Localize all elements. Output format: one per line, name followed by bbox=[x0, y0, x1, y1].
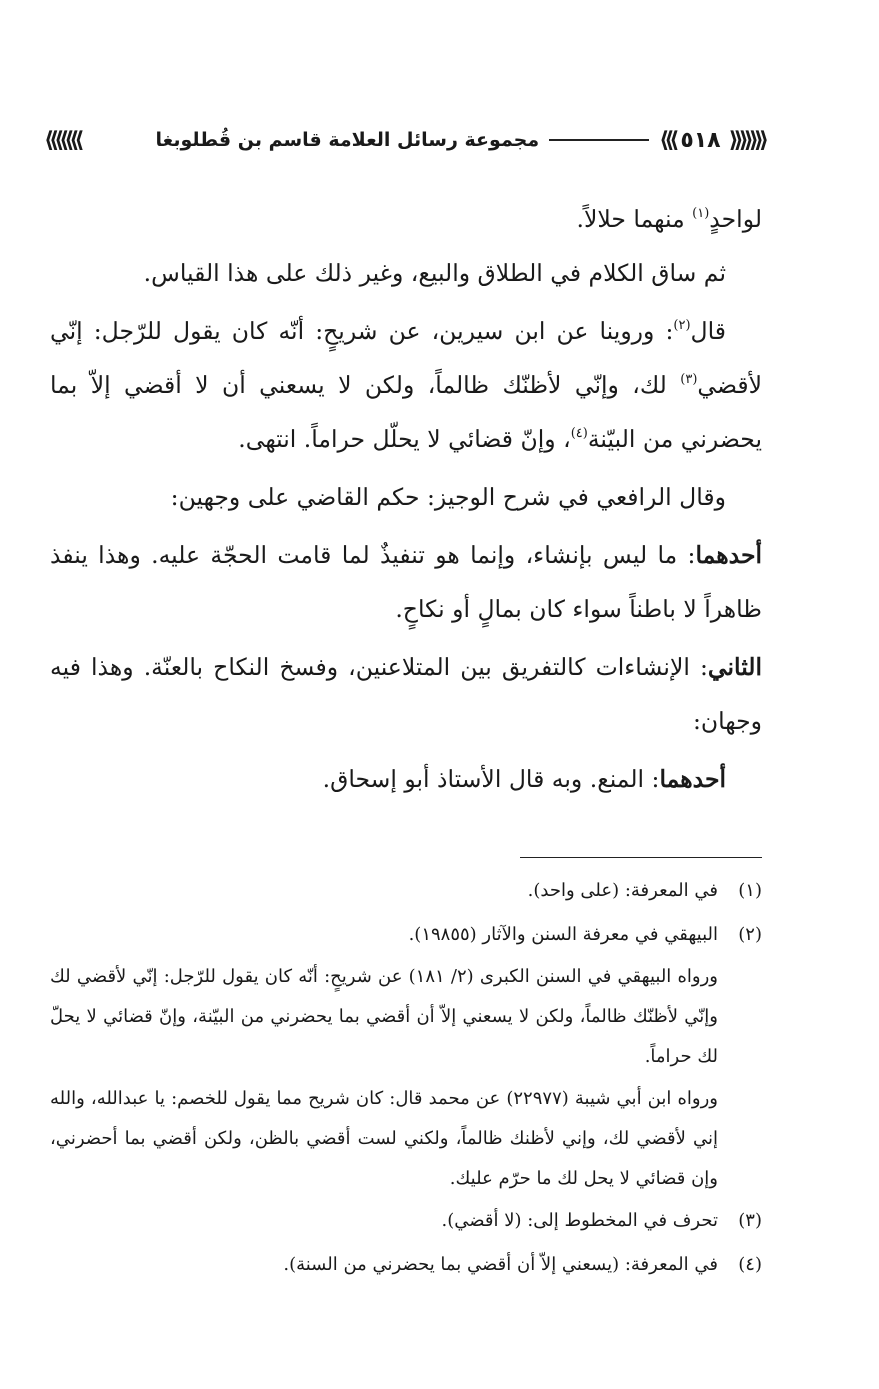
footnote-ref: (٤) bbox=[570, 426, 588, 441]
book-title: مجموعة رسائل العلامة قاسم بن قُطلوبغا bbox=[155, 129, 540, 151]
footnote-separator bbox=[520, 857, 762, 858]
footnote-text: تحرف في المخطوط إلى: (لا أقضي). bbox=[441, 1210, 718, 1231]
ornament-bracket-icon: ⟩⟩⟩ bbox=[659, 127, 675, 153]
footnote-continuation: ورواه ابن أبي شيبة (٢٢٩٧٧) عن محمد قال: كان شريح مما يقول للخصم: يا عبدالله، والله إني لأقضي لك، وإني لأظنك ظالماً، ولكني لست أقضي بالظن، ولكن أقضي بما أحضرني، وإن قضائي لا يحل لك ما حرّم عليك. bbox=[50, 1088, 718, 1189]
paragraph: ثم ساق الكلام في الطلاق والبيع، وغير ذلك على هذا القياس. bbox=[143, 259, 726, 287]
ornament-left-icon: ⟩⟩⟩⟩⟩⟩⟩ bbox=[44, 127, 80, 153]
paragraph: لواحدٍ$^{(١)}$ منهما حلالاً. bbox=[576, 205, 762, 233]
header-rule bbox=[549, 139, 649, 141]
term-label: أحدهما bbox=[695, 541, 762, 569]
footnote-text: البيهقي في معرفة السنن والآثار (١٩٨٥٥). bbox=[408, 924, 718, 945]
page-number: ٥١٨ bbox=[680, 127, 721, 153]
footnotes bbox=[50, 869, 762, 1287]
main-text bbox=[50, 192, 762, 806]
term-label: الثاني bbox=[707, 653, 762, 681]
footnote bbox=[50, 913, 762, 957]
paragraph: وقال الرافعي في شرح الوجيز: حكم القاضي على وجهين: bbox=[170, 483, 726, 511]
paragraph: أحدهما: المنع. وبه قال الأستاذ أبو إسحاق. bbox=[322, 765, 726, 793]
footnote-number: (١) bbox=[738, 880, 762, 901]
footnote bbox=[50, 1199, 762, 1243]
footnote-text: في المعرفة: (يسعني إلاّ أن أقضي بما يحضرني من السنة). bbox=[283, 1254, 718, 1275]
paragraph: الثاني: الإنشاءات كالتفريق بين المتلاعنين، وفسخ النكاح بالعنّة. وهذا فيه وجهان: bbox=[50, 653, 762, 735]
footnote bbox=[50, 869, 762, 913]
footnote bbox=[50, 1243, 762, 1287]
footnote-ref: (٣) bbox=[680, 372, 698, 387]
footnote-number: (٢) bbox=[738, 924, 762, 945]
footnote-number: (٣) bbox=[738, 1210, 762, 1231]
footnote-ref: (٢) bbox=[673, 318, 691, 333]
footnote-ref: (١) bbox=[692, 206, 710, 221]
ornament-right-icon: ⟨⟨⟨⟨⟨⟨⟨ bbox=[728, 127, 764, 153]
paragraph: أحدهما: ما ليس بإنشاء، وإنما هو تنفيذٌ لما قامت الحجّة عليه. وهذا ينفذ ظاهراً لا باطناً سواء كان بمالٍ أو نكاحٍ. bbox=[50, 541, 762, 623]
running-header bbox=[44, 118, 764, 162]
paragraph: قال$^{(٢)}$: وروينا عن ابن سيرين، عن شريحٍ: أنّه كان يقول للرّجل: إنّي لأقضي$^{(٣)}$ لك، وإنّي لأظنّك ظالماً، ولكن لا يسعني أن لا أقضي إلاّ بما يحضرني من البيّنة$^{(٤)}$، وإنّ قضائي لا يحلّل حراماً. انتهى. bbox=[50, 317, 762, 453]
footnote-number: (٤) bbox=[738, 1254, 762, 1275]
term-label: أحدهما bbox=[659, 765, 726, 793]
footnote-continuation: ورواه البيهقي في السنن الكبرى (٢/ ١٨١) عن شريحٍ: أنّه كان يقول للرّجل: إنّي لأقضي لك وإنّي لأظنّك ظالماً، ولكن لا يسعني إلاّ أن أقضي بما يحضرني من البيّنة، وإنّ قضائي لا يحلّ لك حراماً. bbox=[50, 966, 718, 1067]
footnote-text: في المعرفة: (على واحد). bbox=[527, 880, 718, 901]
